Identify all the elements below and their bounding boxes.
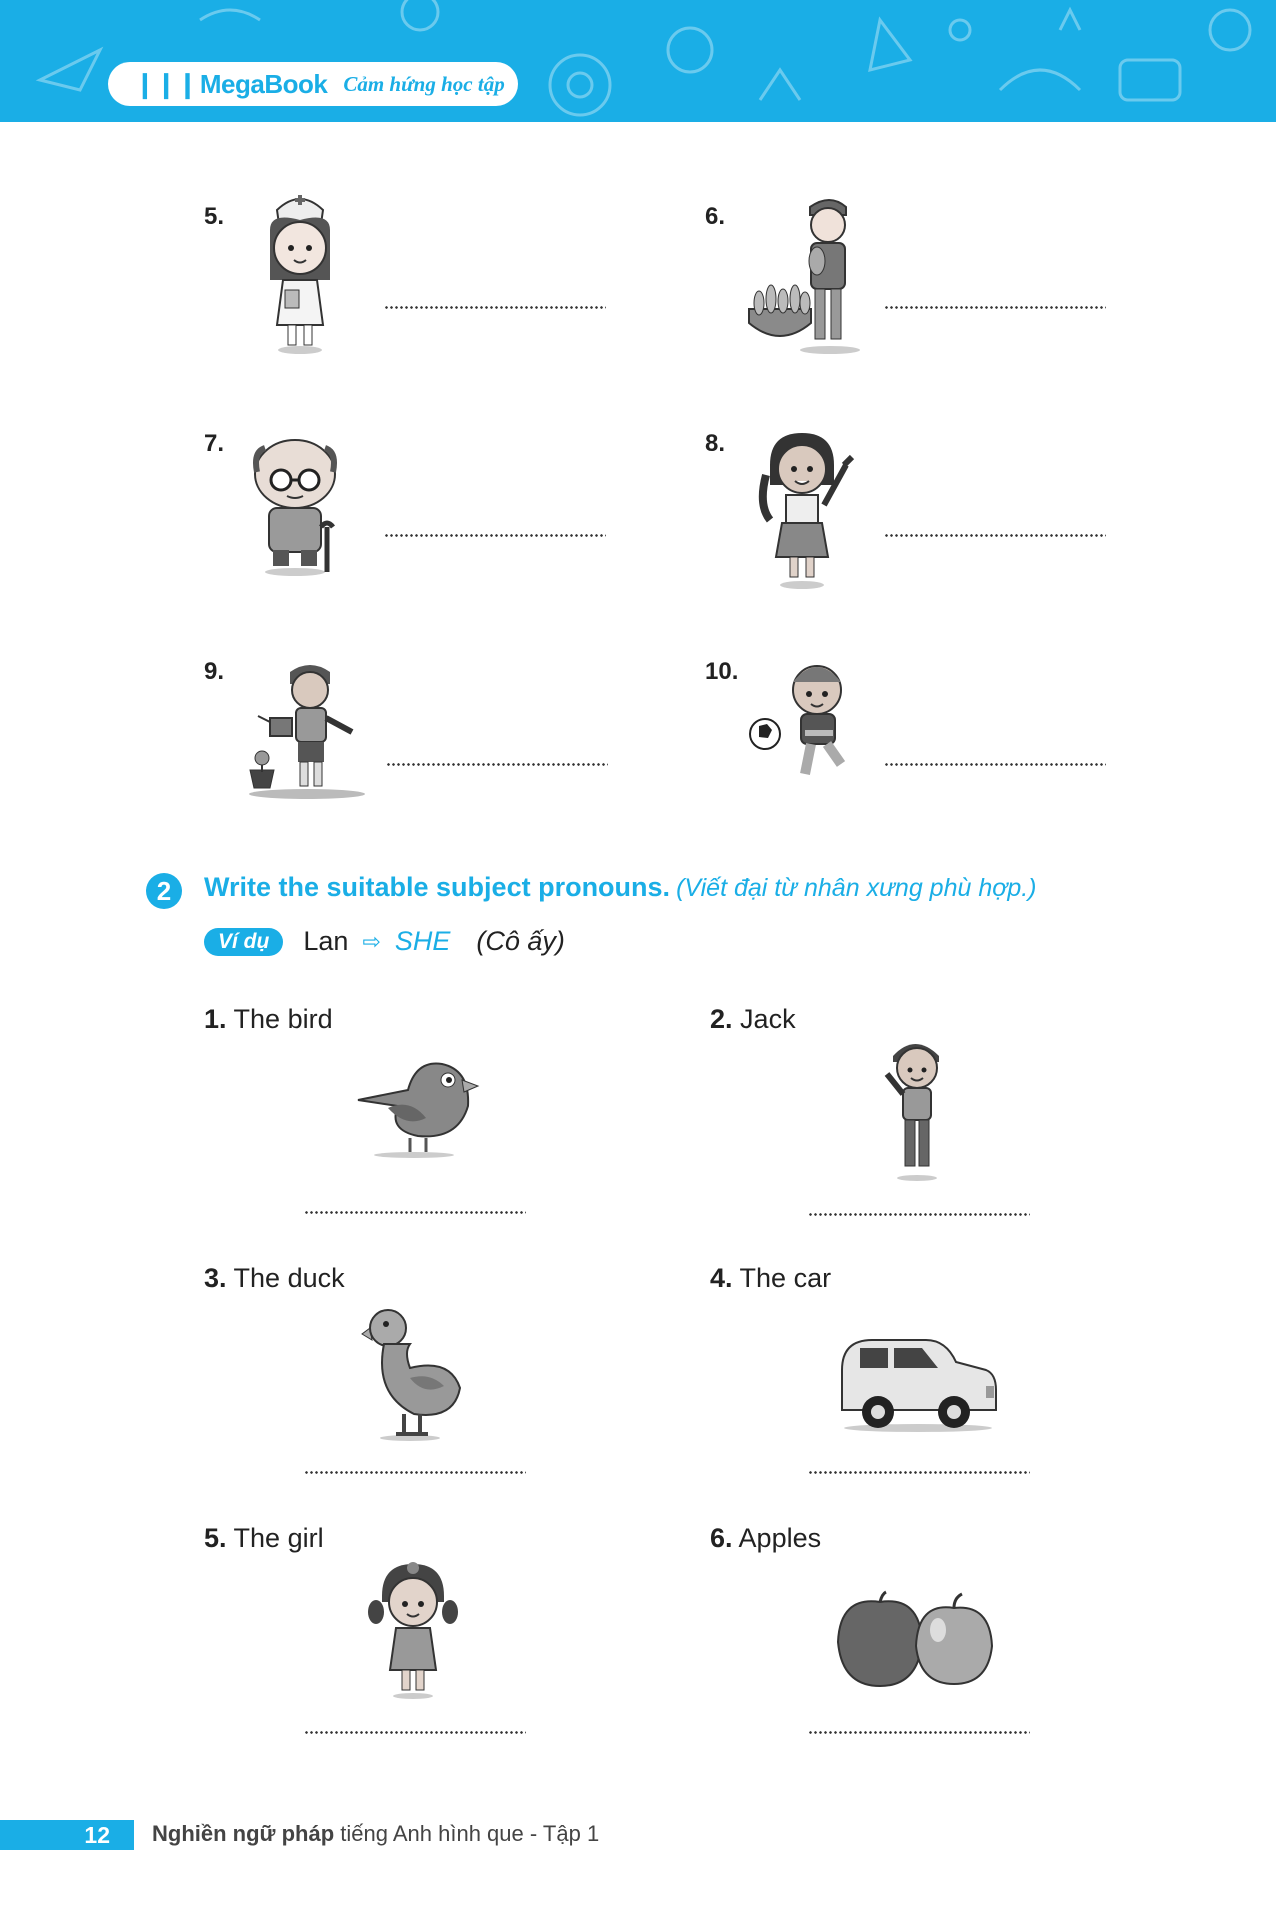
page-number-bar bbox=[0, 1820, 134, 1850]
answer-line[interactable] bbox=[386, 762, 608, 772]
brand-slogan: Cảm hứng học tập bbox=[343, 71, 505, 96]
item-number: 4. bbox=[710, 1263, 733, 1293]
brand-logo bbox=[134, 69, 327, 100]
answer-line[interactable] bbox=[808, 1212, 1030, 1222]
item-number: 1. bbox=[204, 1004, 227, 1034]
answer-line[interactable] bbox=[304, 1210, 526, 1220]
answer-line[interactable] bbox=[884, 762, 1106, 772]
duck-icon bbox=[360, 1298, 465, 1443]
item-number: 5. bbox=[204, 203, 225, 230]
answer-line[interactable] bbox=[808, 1470, 1030, 1480]
item-number: 6. bbox=[710, 1523, 733, 1553]
page-number: 12 bbox=[84, 1821, 110, 1848]
book-title-rest: tiếng Anh hình que - Tập 1 bbox=[340, 1821, 600, 1846]
book-title bbox=[152, 1821, 599, 1847]
item-number: 7. bbox=[204, 430, 225, 457]
item-number: 5. bbox=[204, 1523, 227, 1553]
car-icon bbox=[838, 1324, 998, 1434]
exercise-item-label bbox=[204, 1263, 345, 1294]
item-number: 9. bbox=[204, 658, 225, 685]
exercise-item-label bbox=[710, 1263, 831, 1294]
answer-line[interactable] bbox=[884, 305, 1106, 315]
boy-playing-football-icon bbox=[745, 660, 855, 795]
section-title bbox=[204, 872, 1037, 903]
item-text: The bird bbox=[233, 1004, 333, 1034]
logo-bars-icon: ❙❙❙ bbox=[134, 68, 198, 99]
bird-icon bbox=[348, 1050, 480, 1160]
answer-line[interactable] bbox=[884, 533, 1106, 543]
brand-name: MegaBook bbox=[199, 68, 328, 99]
item-number: 2. bbox=[710, 1004, 733, 1034]
example-translation: (Cô ấy) bbox=[476, 926, 565, 956]
girl-icon bbox=[368, 1560, 458, 1700]
boy-watering-plant-icon bbox=[242, 660, 372, 800]
brand-pill bbox=[108, 62, 518, 106]
girl-waving-icon bbox=[752, 425, 862, 590]
item-number: 10. bbox=[705, 658, 739, 685]
farmer-icon bbox=[745, 195, 870, 355]
arrow-right-icon: ⇨ bbox=[362, 928, 381, 954]
item-text: The girl bbox=[233, 1523, 324, 1553]
answer-line[interactable] bbox=[304, 1730, 526, 1740]
example-word: Lan bbox=[303, 926, 349, 956]
example-answer: SHE bbox=[394, 926, 451, 956]
exercise-item-label bbox=[710, 1004, 796, 1035]
section-number-badge: 2 bbox=[146, 873, 182, 909]
example-row bbox=[204, 926, 565, 957]
header-banner bbox=[0, 0, 1276, 122]
item-number: 8. bbox=[705, 430, 726, 457]
section-subtitle: (Viết đại từ nhân xưng phù hợp.) bbox=[676, 874, 1037, 902]
answer-line[interactable] bbox=[808, 1730, 1030, 1740]
exercise-item-label bbox=[204, 1523, 324, 1554]
nurse-icon bbox=[255, 190, 345, 355]
example-badge: Ví dụ bbox=[204, 928, 283, 956]
item-text: Apples bbox=[738, 1523, 822, 1553]
boy-icon bbox=[875, 1038, 955, 1183]
item-text: Jack bbox=[740, 1004, 796, 1034]
item-text: The duck bbox=[233, 1263, 345, 1293]
item-number: 6. bbox=[705, 203, 726, 230]
item-text: The car bbox=[739, 1263, 832, 1293]
item-number: 3. bbox=[204, 1263, 227, 1293]
answer-line[interactable] bbox=[384, 533, 606, 543]
exercise-item-label bbox=[204, 1004, 333, 1035]
apples-icon bbox=[836, 1590, 1001, 1690]
answer-line[interactable] bbox=[304, 1470, 526, 1480]
answer-line[interactable] bbox=[384, 305, 606, 315]
book-title-bold: Nghiền ngữ pháp bbox=[152, 1821, 335, 1846]
exercise-item-label bbox=[710, 1523, 821, 1554]
section-title-text: Write the suitable subject pronouns. bbox=[204, 872, 671, 902]
old-man-icon bbox=[245, 432, 345, 577]
